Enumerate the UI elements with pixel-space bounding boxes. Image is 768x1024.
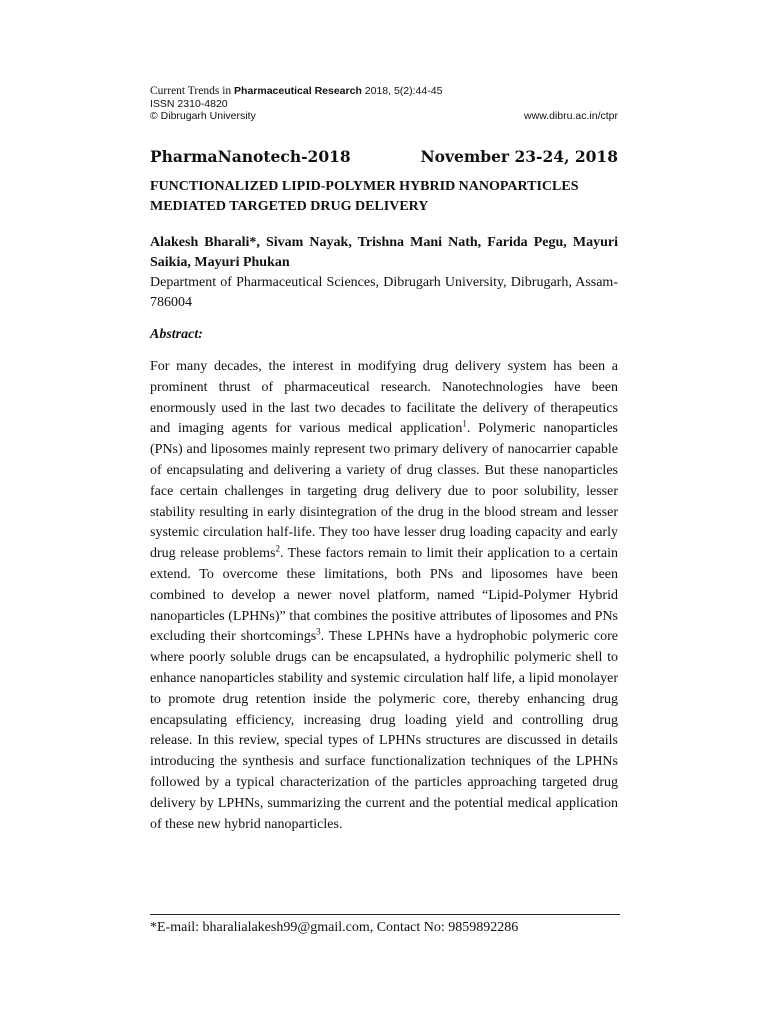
author-list: Alakesh Bharali*, Sivam Nayak, Trishna Mani Nath, Farida Pegu, Mayuri Saikia, Mayuri Phukan — [150, 235, 618, 270]
journal-prefix: Current Trends in — [150, 85, 235, 97]
journal-citation-line — [150, 85, 618, 98]
abstract-text — [150, 357, 618, 835]
issn: ISSN 2310-4820 — [150, 97, 228, 110]
conference-date: November 23-24, 2018 — [420, 147, 618, 166]
abstract-part-3: . These factors remain to limit their application to a certain extend. To overcome these limitations, both PNs and liposomes have been combined to develop a newer novel platform, named “Lipid-Polymer Hybrid nanoparticles (LPHNs)” that combines the positive attributes of liposomes and PNs excluding their shortcomings — [150, 546, 619, 645]
journal-header — [150, 85, 618, 123]
title-line-2: MEDIATED TARGETED DRUG DELIVERY — [150, 199, 429, 214]
affiliation: Department of Pharmaceutical Sciences, Dibrugarh University, Dibrugarh, Assam-786004 — [150, 275, 618, 310]
journal-name: Pharmaceutical Research — [234, 85, 362, 97]
conference-banner — [150, 147, 618, 167]
abstract-part-2: . Polymeric nanoparticles (PNs) and liposomes mainly represent two primary delivery of nanocarrier capable of encapsulating and delivering a variety of drug classes. But these nanoparticles face certain challenges in targeting drug delivery due to poor solubility, lesser stability resulting in early disintegration of the drug in the blood stream and lesser systemic circulation half-life. They too have lesser drug loading capacity and early drug release problems — [150, 421, 618, 562]
footnote-rule — [150, 914, 620, 915]
journal-volume: 2018, 5(2):44-45 — [361, 85, 443, 97]
conference-name: PharmaNanotech-2018 — [150, 147, 351, 166]
abstract-heading: Abstract: — [150, 327, 203, 342]
abstract-part-1: For many decades, the interest in modifying drug delivery system has been a prominent thrust of pharmaceutical research. Nanotechnologies have been enormously used in the last two decades to facilitate the delivery of therapeutics and imaging agents for various medical application — [150, 359, 618, 437]
title-line-1: FUNCTIONALIZED LIPID-POLYMER HYBRID NANOPARTICLES — [150, 179, 579, 194]
reference-2: 2 — [275, 543, 280, 554]
reference-3: 3 — [316, 626, 321, 637]
paper-title — [150, 177, 618, 217]
website-link[interactable]: www.dibru.ac.in/ctpr — [524, 110, 618, 123]
publisher: © Dibrugarh University — [150, 110, 256, 123]
reference-1: 1 — [462, 418, 467, 429]
corresponding-author-footnote: *E-mail: bharalialakesh99@gmail.com, Contact No: 9859892286 — [150, 920, 519, 935]
abstract-part-4: . These LPHNs have a hydrophobic polymeric core where poorly soluble drugs can be encapsulated, a hydrophilic polymeric shell to enhance nanoparticles stability and systemic circulation half life, a lipid monolayer to promote drug retention inside the polymeric core, thereby enhancing drug encapsulating efficiency, increasing drug loading yield and controlling drug release. In this review, special types of LPHNs structures are discussed in details introducing the synthesis and surface functionalization techniques of the LPHNs followed by a typical characterization of the particles approaching targeted drug delivery by LPHNs, summarizing the current and the potential medical application of these new hybrid nanoparticles. — [150, 629, 618, 832]
